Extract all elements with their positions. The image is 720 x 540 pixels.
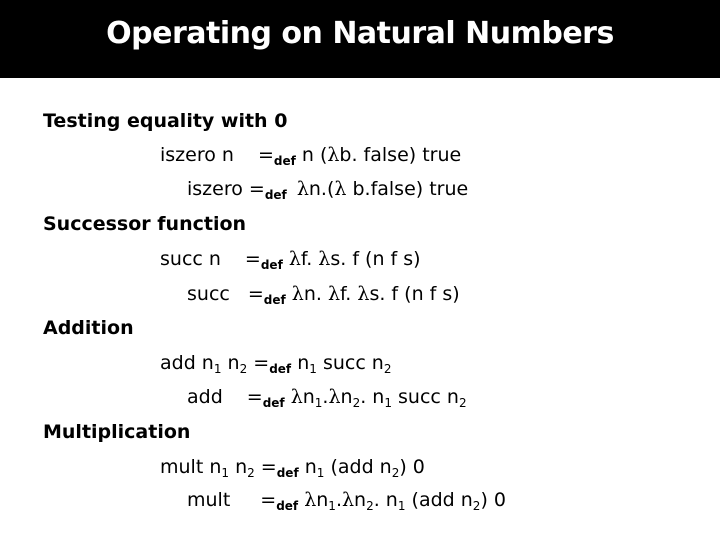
- add-apply-line: add $n_1$ $n_2 =_{def}$ $n_1$ succ $n_2$: [160, 352, 392, 376]
- iszero-apply-line: iszero $n =_{def}$ n (λb. false) true: [160, 144, 462, 168]
- add-def-line: add $=_{def}$ $\lambda n_1.\lambda n_2$. $n_1$ succ $n_2$: [187, 386, 467, 410]
- heading-addition: Addition: [43, 317, 134, 339]
- heading-successor: Successor function: [43, 213, 247, 235]
- iszero-def-line: iszero $=_{def}$ λn.(λ b.false) true: [187, 178, 469, 202]
- mult-apply-line: mult $n_1$ $n_2 =_{def}$ $n_1$ (add $n_2$) 0: [160, 456, 425, 480]
- succ-def-line: succ $=_{def}$ λn. λf. λs. f (n f s): [187, 283, 460, 307]
- heading-multiplication: Multiplication: [43, 421, 191, 443]
- succ-apply-line: succ $n =_{def}$ λf. λs. f (n f s): [160, 248, 421, 272]
- slide-title: Operating on Natural Numbers: [106, 16, 614, 51]
- heading-equality: Testing equality with 0: [43, 110, 288, 132]
- mult-def-line: mult $=_{def}$ $\lambda n_1.\lambda n_2$. $n_1$ (add $n_2$) 0: [187, 489, 506, 513]
